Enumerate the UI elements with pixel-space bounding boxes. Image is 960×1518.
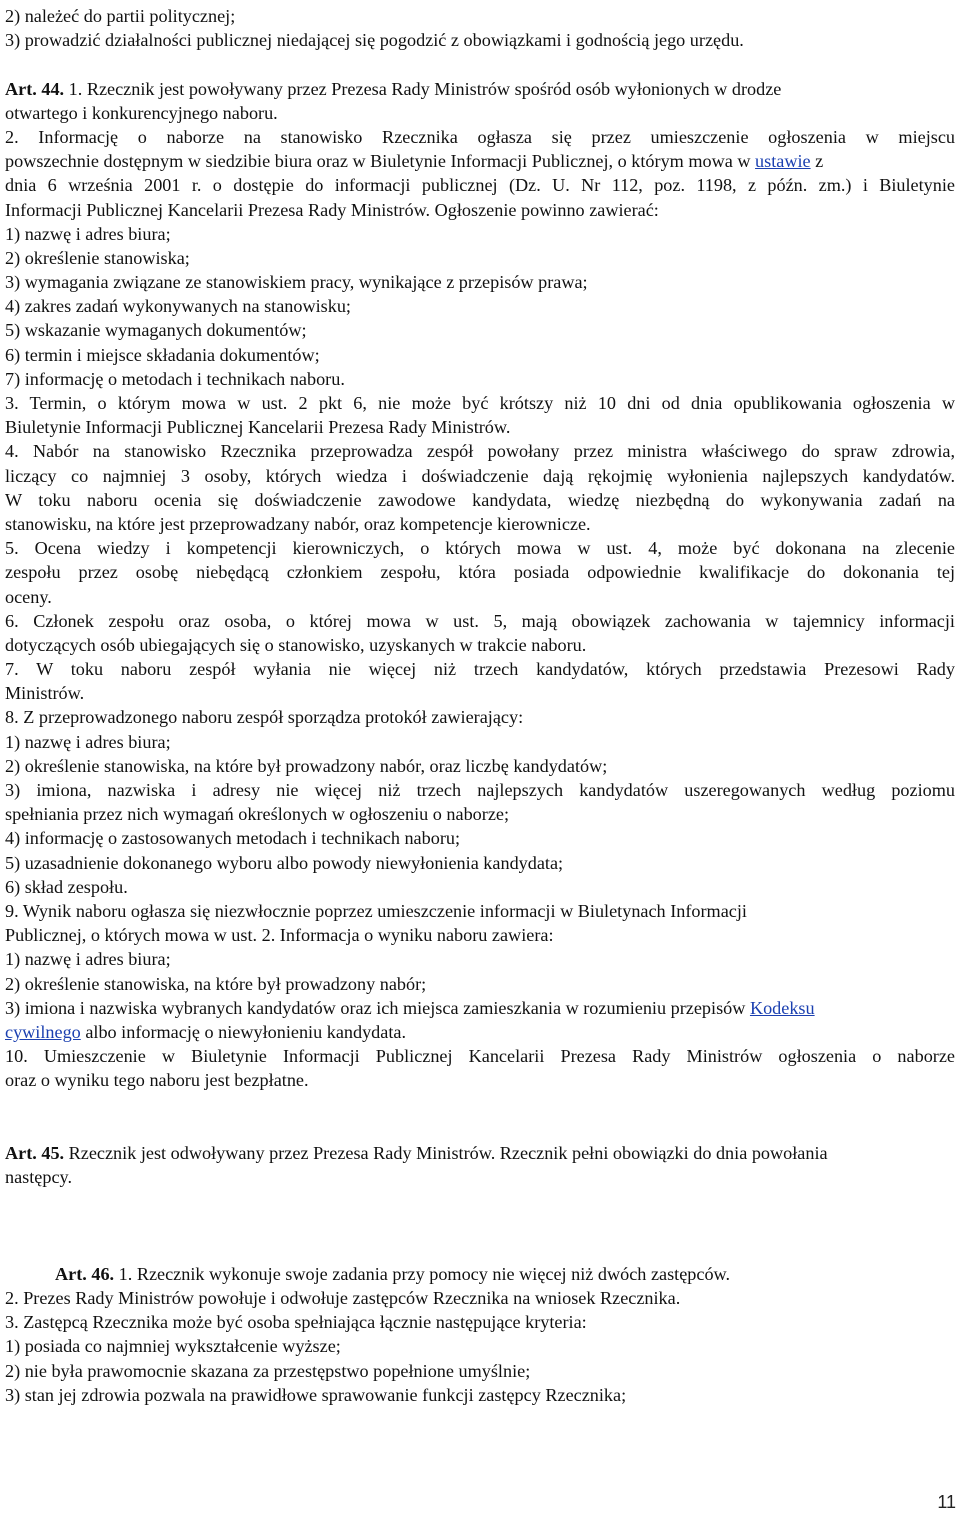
- text-line: następcy.: [5, 1167, 72, 1187]
- list-item: 2) określenie stanowiska, na które był prowadzony nabór, oraz liczbę kandydatów;: [5, 755, 608, 776]
- blank-line: [5, 52, 955, 76]
- text-line: 2. Prezes Rady Ministrów powołuje i odwołuje zastępców Rzecznika na wniosek Rzecznika.: [5, 1287, 681, 1308]
- text-line: 9. Wynik naboru ogłasza się niezwłocznie poprzez umieszczenie informacji w Biuletynach Informacji: [5, 900, 747, 921]
- text-line: 7. W toku naboru zespół wyłania nie więcej niż trzech kandydatów, których przedstawia Prezesowi Rady: [5, 659, 955, 680]
- text-line: oraz o wyniku tego naboru jest bezpłatne.: [5, 1070, 309, 1091]
- text-line: oceny.: [5, 586, 52, 607]
- text-line: Biuletynie Informacji Publicznej Kancelarii Prezesa Rady Ministrów.: [5, 417, 511, 438]
- page-number: 11: [937, 1492, 956, 1512]
- list-item: 2) nie była prawomocnie skazana za przestępstwo popełnione umyślnie;: [5, 1360, 531, 1381]
- list-item: 1) nazwę i adres biura;: [5, 949, 171, 970]
- text-line: 3. Termin, o którym mowa w ust. 2 pkt 6, nie może być krótszy niż 10 dni od dnia opublikowania ogłoszenia w: [5, 393, 955, 413]
- article-number: Art. 44.: [5, 78, 65, 99]
- blank-line: [5, 1238, 955, 1262]
- text-line: 3) prowadzić działalności publicznej niedającej się pogodzić z obowiązkami i godnością jego urzędu.: [5, 30, 744, 51]
- text-line: 8. Z przeprowadzonego naboru zespół sporządza protokół zawierający:: [5, 707, 524, 728]
- text-line: dnia 6 września 2001 r. o dostępie do informacji publicznej (Dz. U. Nr 112, poz. 1198, z późn. zm.) i Biuletynie: [5, 175, 955, 196]
- kodeks-cywilny-link[interactable]: Kodeksu: [749, 997, 815, 1018]
- blank-line: [5, 1092, 955, 1116]
- list-item: 3) wymagania związane ze stanowiskiem pracy, wynikające z przepisów prawa;: [5, 272, 588, 293]
- text-line: Informacji Publicznej Kancelarii Prezesa Rady Ministrów. Ogłoszenie powinno zawierać:: [5, 199, 659, 220]
- text-line-with-link: powszechnie dostępnym w siedzibie biura oraz w Biuletynie Informacji Publicznej, o którym mowa w ustawie z: [5, 151, 824, 172]
- text-line: 2. Informację o naborze na stanowisko Rzecznika ogłasza się przez umieszczenie ogłoszenia w miejscu: [5, 126, 955, 147]
- blank-line: [5, 1117, 955, 1141]
- article-number: Art. 45.: [5, 1142, 65, 1163]
- text-line: 2) należeć do partii politycznej;: [5, 6, 236, 26]
- list-item: 7) informację o metodach i technikach naboru.: [5, 368, 345, 389]
- text-line: 5. Ocena wiedzy i kompetencji kierowniczych, o których mowa w ust. 4, może być dokonana na zlecenie: [5, 538, 955, 559]
- list-item: 4) zakres zadań wykonywanych na stanowisku;: [5, 296, 351, 317]
- list-item: 4) informację o zastosowanych metodach i technikach naboru;: [5, 828, 461, 849]
- list-item: 3) imiona, nazwiska i adresy nie więcej niż trzech najlepszych kandydatów uszeregowanych według poziomu: [5, 780, 955, 800]
- blank-line: [5, 1189, 955, 1213]
- text-line: liczący co najmniej 3 osoby, których wiedza i doświadczenie dają rękojmię wyłonienia najlepszych kandydatów.: [5, 465, 955, 486]
- list-item: 2) określenie stanowiska;: [5, 247, 190, 268]
- text-line: 10. Umieszczenie w Biuletynie Informacji Publicznej Kancelarii Prezesa Rady Ministrów ogłoszenia o naborze: [5, 1046, 955, 1067]
- article-45-heading: Art. 45. Rzecznik jest odwoływany przez Prezesa Rady Ministrów. Rzecznik pełni obowiązki do dnia powołania: [5, 1142, 828, 1163]
- list-item: 1) nazwę i adres biura;: [5, 731, 171, 752]
- article-46-heading: Art. 46. 1. Rzecznik wykonuje swoje zadania przy pomocy nie więcej niż dwóch zastępców.: [55, 1263, 731, 1284]
- text-line: W toku naboru ocenia się doświadczenie zawodowe kandydata, wiedzę niezbędną do wykonywania zadań na: [5, 489, 955, 510]
- kodeks-cywilny-link-continued[interactable]: cywilnego: [5, 1021, 81, 1042]
- list-item: 6) skład zespołu.: [5, 876, 128, 897]
- text-line: 3. Zastępcą Rzecznika może być osoba spełniająca łącznie następujące kryteria:: [5, 1312, 587, 1333]
- list-item-with-link: 3) imiona i nazwiska wybranych kandydatów oraz ich miejsca zamieszkania w rozumieniu przepisów Kodeksu: [5, 997, 815, 1018]
- ustawa-link[interactable]: ustawie: [755, 151, 811, 172]
- text-line: zespołu przez osobę niebędącą członkiem zespołu, która posiada odpowiednie kwalifikacje do dokonania tej: [5, 562, 955, 583]
- list-item: 2) określenie stanowiska, na które był prowadzony nabór;: [5, 973, 427, 994]
- text-line: 6. Członek zespołu oraz osoba, o której mowa w ust. 5, mają obowiązek zachowania w tajemnicy informacji: [5, 610, 955, 631]
- document-page: [5, 4, 955, 1407]
- list-item: 1) posiada co najmniej wykształcenie wyższe;: [5, 1336, 341, 1357]
- blank-line: [5, 1213, 955, 1237]
- list-item: 3) stan jej zdrowia pozwala na prawidłowe sprawowanie funkcji zastępcy Rzecznika;: [5, 1384, 627, 1405]
- article-number: Art. 46.: [55, 1263, 115, 1284]
- text-line-with-link: cywilnego albo informację o niewyłonieniu kandydata.: [5, 1021, 407, 1042]
- text-line: stanowisku, na które jest przeprowadzany nabór, oraz kompetencje kierownicze.: [5, 513, 591, 534]
- list-item: 6) termin i miejsce składania dokumentów;: [5, 344, 320, 365]
- list-item: 5) uzasadnienie dokonanego wyboru albo powody niewyłonienia kandydata;: [5, 852, 564, 873]
- text-line: Ministrów.: [5, 683, 85, 704]
- text-line: dotyczących osób ubiegających się o stanowisko, uzyskanych w trakcie naboru.: [5, 634, 587, 655]
- list-item: 5) wskazanie wymaganych dokumentów;: [5, 320, 307, 341]
- text-line: otwartego i konkurencyjnego naboru.: [5, 102, 278, 123]
- list-item-continuation: spełniania przez nich wymagań określonych w ogłoszeniu o naborze;: [5, 804, 510, 825]
- list-item: 1) nazwę i adres biura;: [5, 223, 171, 244]
- text-line: Publicznej, o których mowa w ust. 2. Informacja o wyniku naboru zawiera:: [5, 925, 554, 946]
- text-line: 4. Nabór na stanowisko Rzecznika przeprowadza zespół powołany przez ministra właściwego do spraw zdrowia,: [5, 441, 955, 462]
- article-44-heading: Art. 44. 1. Rzecznik jest powoływany przez Prezesa Rady Ministrów spośród osób wyłonionych w drodze: [5, 78, 782, 99]
